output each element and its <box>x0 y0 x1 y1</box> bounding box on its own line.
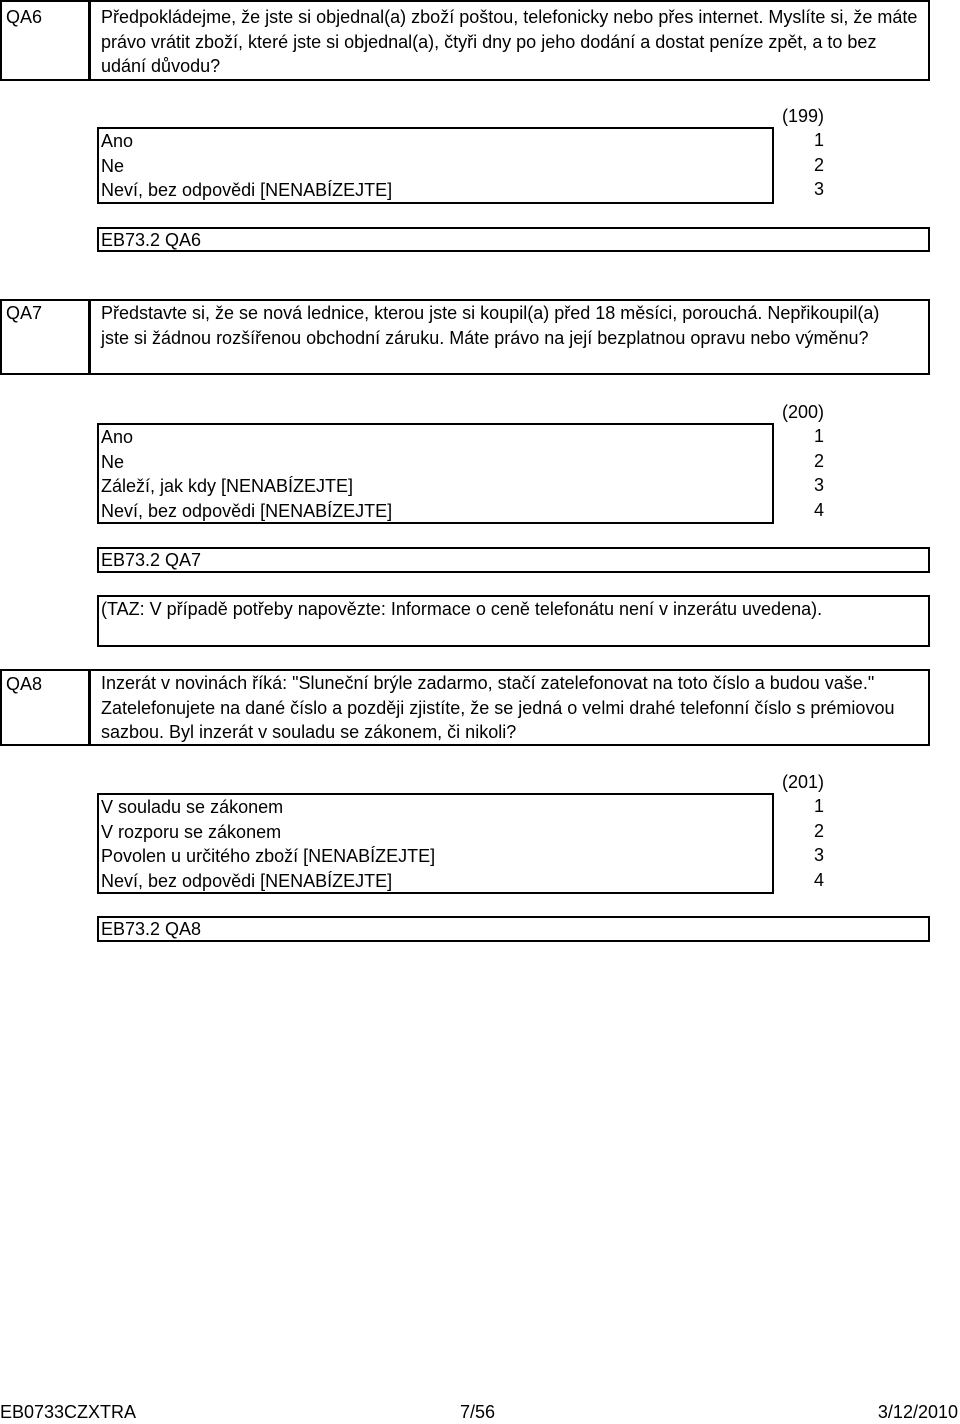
qa6-ref-box <box>97 227 930 252</box>
qa7-code-header: (200) <box>781 402 824 422</box>
qa7-code: 2 <box>813 450 824 471</box>
footer-page-number: 7/56 <box>460 1402 496 1422</box>
qa6-code: 2 <box>813 154 824 175</box>
qa6-option: Neví, bez odpovědi [NENABÍZEJTE] <box>101 180 393 201</box>
qa8-option: Neví, bez odpovědi [NENABÍZEJTE] <box>101 870 393 891</box>
qa8-option: V rozporu se zákonem <box>101 821 282 842</box>
qa6-option: Ne <box>101 155 125 176</box>
qa7-code: 4 <box>813 499 824 520</box>
qa8-id: QA8 <box>6 674 43 694</box>
qa8-code: 2 <box>813 820 824 841</box>
qa7-question: Představte si, že se nová lednice, kterou jste si koupil(a) před 18 měsíci, porouchá. Nepřikoupil(a) jste si žádnou rozšířenou obchodní záruku. Máte právo na její bezplatnou opravu nebo výměnu? <box>101 303 880 348</box>
qa6-code: 1 <box>813 130 824 150</box>
qa7-code: 3 <box>813 475 824 496</box>
qa7-option: Ano <box>101 427 134 447</box>
qa6-options-box <box>97 127 774 204</box>
qa6-id: QA6 <box>6 7 43 27</box>
qa7-option: Záleží, jak kdy [NENABÍZEJTE] <box>101 476 354 497</box>
qa8-code: 4 <box>813 869 824 890</box>
qa7-options-box <box>97 423 774 524</box>
qa8-question: Inzerát v novinách říká: "Sluneční brýle zadarmo, stačí zatelefonovat na toto číslo a budou vaše." Zatelefonujete na dané číslo a později zjistíte, že se jedná o velmi drahé telefonní číslo s prémiovou sazbou. Byl inzerát v souladu se zákonem, či nikoli? <box>101 673 895 742</box>
qa7-ref-box <box>97 547 930 573</box>
qa7-note: (TAZ: V případě potřeby napovězte: Informace o ceně telefonátu není v inzerátu uvedena). <box>101 599 823 619</box>
footer-date: 3/12/2010 <box>877 1402 958 1422</box>
qa6-question: Předpokládejme, že jste si objednal(a) zboží poštou, telefonicky nebo přes internet. Myslíte si, že máte právo vrátit zboží, které jste si objednal(a), čtyři dny po jeho dodání a dostat peníze zpět, a to bez udání důvodu? <box>101 7 918 76</box>
qa8-ref: EB73.2 QA8 <box>101 919 202 939</box>
qa7-option: Ne <box>101 451 125 472</box>
qa8-ref-box <box>97 916 930 942</box>
qa8-options-box <box>97 793 774 894</box>
qa7-ref: EB73.2 QA7 <box>101 550 202 570</box>
qa7-option: Neví, bez odpovědi [NENABÍZEJTE] <box>101 500 393 521</box>
qa8-code: 3 <box>813 845 824 866</box>
qa6-code: 3 <box>813 179 824 200</box>
qa6-ref: EB73.2 QA6 <box>101 230 202 250</box>
footer-doc-code: EB0733CZXTRA <box>0 1402 137 1422</box>
qa8-option: V souladu se zákonem <box>101 797 284 817</box>
qa8-code-header: (201) <box>781 772 824 792</box>
qa7-code: 1 <box>813 426 824 446</box>
qa7-id: QA7 <box>6 303 43 323</box>
qa8-option: Povolen u určitého zboží [NENABÍZEJTE] <box>101 846 436 867</box>
qa6-code-header: (199) <box>781 106 824 126</box>
qa8-code: 1 <box>813 796 824 816</box>
qa6-option: Ano <box>101 131 134 151</box>
